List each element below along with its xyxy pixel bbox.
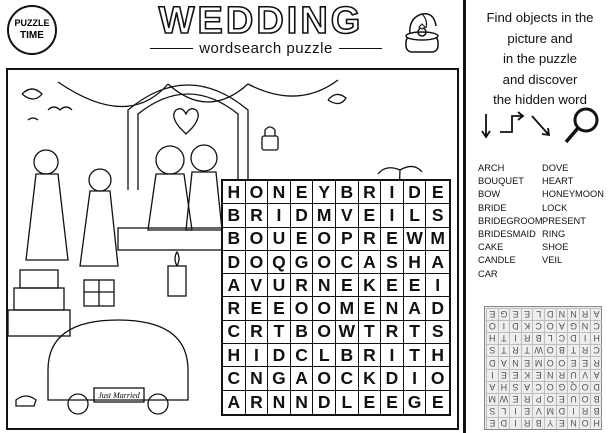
answer-cell: D [486, 356, 498, 368]
grid-cell[interactable]: E [381, 274, 404, 297]
word-list-item: DOVE [542, 163, 569, 173]
grid-cell[interactable]: A [291, 367, 314, 390]
page-title [96, 0, 426, 40]
grid-cell[interactable]: O [246, 228, 269, 251]
answer-cell: C [532, 381, 544, 393]
grid-cell[interactable]: O [313, 297, 336, 320]
answer-cell: O [544, 393, 556, 405]
grid-cell[interactable]: E [381, 391, 404, 414]
answer-cell: E [521, 356, 533, 368]
answer-key-grid [486, 308, 602, 429]
word-list [478, 162, 612, 281]
grid-cell[interactable]: C [336, 251, 359, 274]
word-list-item: BRIDESMAID [478, 228, 536, 239]
answer-cell: L [532, 308, 544, 320]
grid-cell[interactable]: I [426, 274, 449, 297]
answer-cell: E [556, 393, 568, 405]
word-list-item: CAR [478, 268, 498, 279]
grid-cell[interactable]: I [381, 204, 404, 227]
grid-cell[interactable]: E [426, 181, 449, 204]
word-list-item: LOCK [542, 202, 568, 213]
answer-cell: M [544, 405, 556, 417]
grid-cell[interactable]: N [246, 367, 269, 390]
grid-cell[interactable]: D [426, 297, 449, 320]
subtitle: wordsearch puzzle [199, 39, 333, 57]
grid-cell[interactable]: H [223, 181, 246, 204]
grid-cell[interactable]: V [336, 204, 359, 227]
word-list-item: ARCH [478, 163, 505, 173]
word-list-item: CANDLE [478, 255, 516, 266]
answer-cell: B [532, 332, 544, 344]
grid-cell[interactable]: O [246, 181, 269, 204]
grid-cell[interactable]: C [291, 344, 314, 367]
word-list-item: HEART [542, 176, 574, 187]
answer-cell: Y [544, 417, 556, 429]
word-list-item: SHOE [542, 242, 569, 253]
grid-cell[interactable]: L [313, 344, 336, 367]
answer-cell: E [509, 393, 521, 405]
answer-cell: T [498, 332, 510, 344]
answer-cell: D [556, 405, 568, 417]
grid-cell[interactable]: R [246, 204, 269, 227]
grid-cell[interactable]: S [426, 321, 449, 344]
answer-cell: T [498, 344, 510, 356]
grid-cell[interactable]: E [359, 391, 382, 414]
grid-cell[interactable]: E [359, 297, 382, 320]
answer-cell: D [544, 308, 556, 320]
subtitle-rule-right [339, 48, 382, 49]
grid-cell[interactable]: U [268, 274, 291, 297]
grid-cell[interactable]: E [268, 297, 291, 320]
arrow-diagonal-icon [532, 116, 549, 135]
word-list-item: RING [542, 228, 566, 239]
grid-cell[interactable]: O [313, 367, 336, 390]
answer-cell: A [498, 356, 510, 368]
answer-cell: G [567, 320, 579, 332]
answer-cell: N [544, 368, 556, 380]
answer-cell: R [590, 356, 602, 368]
answer-cell: Q [567, 381, 579, 393]
grid-cell[interactable]: A [223, 274, 246, 297]
answer-cell: H [498, 381, 510, 393]
answer-cell: R [521, 393, 533, 405]
answer-cell: B [590, 405, 602, 417]
grid-cell[interactable]: O [313, 228, 336, 251]
grid-cell[interactable]: W [336, 321, 359, 344]
answer-cell: A [556, 320, 568, 332]
grid-cell[interactable]: S [426, 204, 449, 227]
answer-cell: W [532, 344, 544, 356]
answer-cell: O [579, 393, 591, 405]
grid-cell[interactable]: B [223, 228, 246, 251]
instruction-line-3: in the puzzle [502, 51, 578, 66]
grid-cell[interactable]: T [359, 321, 382, 344]
grid-cell[interactable]: N [291, 391, 314, 414]
grid-cell[interactable]: Y [313, 181, 336, 204]
grid-cell[interactable]: L [336, 391, 359, 414]
word-list-item: BOUQUET [478, 176, 524, 187]
answer-cell: I [567, 405, 579, 417]
instruction-line-5: the hidden word [493, 92, 587, 107]
answer-cell: A [486, 381, 498, 393]
answer-cell: N [556, 308, 568, 320]
answer-cell: R [579, 344, 591, 356]
answer-cell: E [509, 308, 521, 320]
grid-cell[interactable]: B [223, 204, 246, 227]
grid-cell[interactable]: R [246, 321, 269, 344]
answer-cell: O [486, 320, 498, 332]
grid-cell[interactable]: P [336, 228, 359, 251]
grid-cell[interactable]: S [381, 251, 404, 274]
instruction-line-1: Find objects in the [486, 10, 594, 25]
answer-cell: D [567, 332, 579, 344]
grid-cell[interactable]: E [246, 297, 269, 320]
grid-cell[interactable]: R [381, 321, 404, 344]
grid-cell[interactable]: A [223, 391, 246, 414]
grid-cell[interactable]: I [246, 344, 269, 367]
answer-cell: B [556, 344, 568, 356]
grid-cell[interactable]: I [404, 367, 427, 390]
grid-cell[interactable]: D [268, 344, 291, 367]
logo-line1: PUZZLE [14, 18, 50, 28]
answer-cell: I [498, 320, 510, 332]
answer-cell: I [509, 405, 521, 417]
grid-cell[interactable]: O [291, 297, 314, 320]
answer-cell: A [590, 368, 602, 380]
answer-cell: P [532, 393, 544, 405]
answer-cell: E [486, 417, 498, 429]
grid-cell[interactable]: A [426, 251, 449, 274]
word-list-item: VEIL [542, 255, 563, 266]
answer-cell: D [590, 381, 602, 393]
grid-cell[interactable]: D [404, 181, 427, 204]
answer-cell: E [567, 356, 579, 368]
grid-cell[interactable]: K [359, 367, 382, 390]
answer-cell: S [486, 344, 498, 356]
answer-cell: K [521, 320, 533, 332]
answer-cell: U [567, 393, 579, 405]
answer-cell: E [498, 368, 510, 380]
answer-cell: E [509, 368, 521, 380]
answer-cell: D [498, 417, 510, 429]
grid-cell[interactable]: O [313, 251, 336, 274]
answer-key [484, 306, 602, 430]
grid-cell[interactable]: I [381, 181, 404, 204]
answer-cell: K [521, 368, 533, 380]
grid-cell[interactable]: I [268, 204, 291, 227]
grid-cell[interactable]: D [381, 367, 404, 390]
arrow-down-icon [482, 114, 490, 137]
answer-cell: U [567, 368, 579, 380]
grid-cell[interactable]: R [246, 391, 269, 414]
word-list-item: CAKE [478, 242, 504, 253]
grid-cell[interactable]: E [404, 274, 427, 297]
title-text: WEDDING [158, 0, 364, 40]
answer-cell: L [544, 332, 556, 344]
grid-cell[interactable]: G [404, 391, 427, 414]
grid-cell[interactable]: C [223, 321, 246, 344]
grid-cell[interactable]: V [246, 274, 269, 297]
grid-cell[interactable]: I [381, 344, 404, 367]
grid-cell[interactable]: O [246, 251, 269, 274]
answer-cell: H [590, 332, 602, 344]
answer-cell: E [556, 417, 568, 429]
logo-line2: TIME [20, 30, 44, 41]
ring-box-icon [398, 6, 446, 58]
grid-cell[interactable]: E [381, 228, 404, 251]
answer-cell: R [521, 332, 533, 344]
answer-cell: N [579, 320, 591, 332]
grid-cell[interactable]: D [223, 251, 246, 274]
grid-cell[interactable]: R [359, 344, 382, 367]
answer-cell: I [486, 368, 498, 380]
grid-cell[interactable]: R [359, 228, 382, 251]
answer-cell: S [509, 381, 521, 393]
grid-cell[interactable]: L [404, 204, 427, 227]
grid-cell[interactable]: C [336, 367, 359, 390]
car-sign-text: Just Married [98, 391, 140, 400]
answer-cell: R [509, 344, 521, 356]
answer-cell: N [567, 417, 579, 429]
grid-cell[interactable]: G [268, 367, 291, 390]
answer-cell: N [567, 308, 579, 320]
grid-cell[interactable]: H [426, 344, 449, 367]
answer-cell: S [486, 405, 498, 417]
answer-cell: R [556, 368, 568, 380]
arrow-right-down-icon [500, 112, 523, 132]
answer-cell: E [521, 308, 533, 320]
answer-cell: G [498, 308, 510, 320]
puzzle-time-logo [6, 4, 58, 56]
grid-cell[interactable]: N [268, 181, 291, 204]
grid-cell[interactable]: E [336, 274, 359, 297]
answer-cell: B [532, 417, 544, 429]
instruction-line-4: and discover [502, 71, 578, 87]
answer-cell: V [579, 368, 591, 380]
answer-cell: T [521, 344, 533, 356]
answer-cell: O [544, 320, 556, 332]
answer-cell: E [579, 356, 591, 368]
grid-cell[interactable]: M [336, 297, 359, 320]
answer-cell: R [579, 405, 591, 417]
answer-cell: R [521, 417, 533, 429]
answer-cell: C [532, 320, 544, 332]
answer-cell: O [579, 417, 591, 429]
grid-cell[interactable]: B [336, 344, 359, 367]
grid-cell[interactable]: T [268, 321, 291, 344]
grid-cell[interactable]: H [223, 344, 246, 367]
grid-cell[interactable]: R [223, 297, 246, 320]
answer-cell: L [498, 405, 510, 417]
grid-cell[interactable]: E [431, 391, 444, 412]
answer-cell: N [509, 356, 521, 368]
grid-cell[interactable]: G [291, 251, 314, 274]
grid-cell[interactable]: C [223, 367, 246, 390]
grid-cell[interactable]: M [313, 204, 336, 227]
answer-cell: H [590, 417, 602, 429]
answer-cell: O [544, 381, 556, 393]
instruction-line-2: picture and [507, 30, 573, 46]
grid-cell[interactable]: B [336, 181, 359, 204]
word-list-item: BOW [478, 189, 501, 200]
answer-cell: A [590, 308, 602, 320]
grid-cell[interactable]: O [426, 367, 449, 390]
answer-cell: B [590, 393, 602, 405]
grid-cell[interactable]: W [404, 228, 427, 251]
word-list-item: PRESENT [542, 215, 586, 226]
answer-cell: V [532, 405, 544, 417]
panel-divider [463, 0, 466, 433]
word-list-item: BRIDEGROOM [478, 215, 543, 226]
grid-cell[interactable]: O [313, 321, 336, 344]
answer-cell: E [532, 368, 544, 380]
answer-cell: C [590, 320, 602, 332]
subtitle-row [150, 38, 382, 58]
grid-cell[interactable]: H [404, 251, 427, 274]
answer-cell: O [579, 381, 591, 393]
answer-cell: I [509, 332, 521, 344]
answer-cell: W [498, 393, 510, 405]
grid-cell[interactable]: N [313, 274, 336, 297]
answer-cell: M [486, 393, 498, 405]
answer-cell: G [556, 381, 568, 393]
grid-cell[interactable]: E [291, 181, 314, 204]
wordsearch-grid [221, 179, 451, 416]
grid-cell[interactable]: Q [268, 251, 291, 274]
grid-cell[interactable]: M [426, 228, 449, 251]
answer-cell: A [521, 381, 533, 393]
grid-cell[interactable]: A [359, 251, 382, 274]
grid-cell[interactable]: D [291, 204, 314, 227]
grid-cell[interactable]: K [359, 274, 382, 297]
grid-cell[interactable]: A [404, 297, 427, 320]
instructions [470, 8, 610, 111]
grid-cell[interactable]: E [291, 228, 314, 251]
answer-cell: O [544, 356, 556, 368]
answer-cell: O [544, 344, 556, 356]
grid-cell[interactable]: N [268, 391, 291, 414]
grid-cell[interactable]: N [381, 297, 404, 320]
word-list-item: BRIDE [478, 202, 507, 213]
grid-cell[interactable]: R [359, 181, 382, 204]
word-list-item [542, 268, 612, 281]
direction-hints [478, 106, 608, 146]
answer-cell: I [509, 417, 521, 429]
grid-cell[interactable]: E [359, 204, 382, 227]
grid-cell[interactable]: B [291, 321, 314, 344]
grid-cell[interactable]: D [313, 391, 336, 414]
answer-cell: E [521, 405, 533, 417]
grid-cell[interactable]: T [404, 321, 427, 344]
answer-cell: M [532, 356, 544, 368]
magnifier-icon [575, 109, 597, 131]
answer-cell: C [556, 332, 568, 344]
grid-cell[interactable]: T [404, 344, 427, 367]
answer-cell: I [579, 332, 591, 344]
answer-cell: R [579, 308, 591, 320]
answer-cell: C [590, 344, 602, 356]
answer-cell: O [556, 356, 568, 368]
subtitle-rule-left [150, 48, 193, 49]
answer-cell: D [509, 320, 521, 332]
grid-cell[interactable]: R [291, 274, 314, 297]
answer-cell: E [486, 308, 498, 320]
answer-cell: H [486, 332, 498, 344]
answer-cell: T [567, 344, 579, 356]
word-list-item: HONEYMOON [542, 189, 604, 200]
grid-cell[interactable]: U [268, 228, 291, 251]
